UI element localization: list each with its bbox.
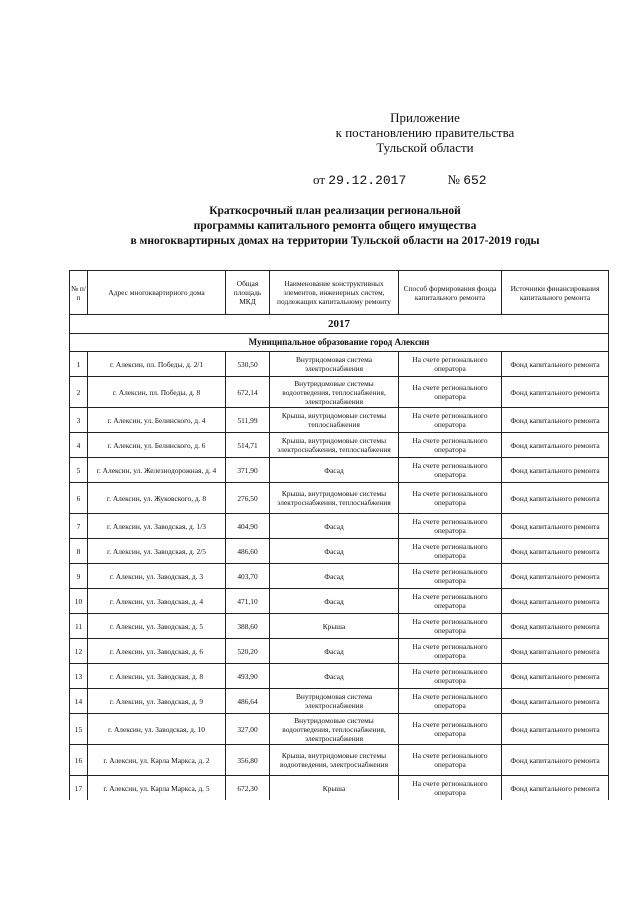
method-cell: На счете регионального оператора bbox=[399, 564, 502, 589]
method-cell: На счете регионального оператора bbox=[399, 433, 502, 458]
method-cell: На счете регионального оператора bbox=[399, 458, 502, 483]
source-cell: Фонд капитального ремонта bbox=[502, 664, 609, 689]
title-line-1: Краткосрочный план реализации региональной bbox=[209, 205, 461, 217]
method-cell: На счете регионального оператора bbox=[399, 514, 502, 539]
area-cell: 371,90 bbox=[226, 458, 270, 483]
source-cell: Фонд капитального ремонта bbox=[502, 564, 609, 589]
address-cell: г. Алексин, ул. Заводская, д. 2/5 bbox=[88, 539, 226, 564]
year-cell: 2017 bbox=[70, 315, 609, 334]
area-cell: 672,14 bbox=[226, 377, 270, 408]
works-cell: Фасад bbox=[270, 589, 399, 614]
source-cell: Фонд капитального ремонта bbox=[502, 714, 609, 745]
appendix-line-decree: к постановлению правительства bbox=[335, 125, 515, 140]
year-row bbox=[70, 315, 609, 334]
address-cell: г. Алексин, ул. Железнодорожная, д. 4 bbox=[88, 458, 226, 483]
works-cell: Крыша, внутридомовые системы водоотведения, электроснабжения bbox=[270, 745, 399, 776]
row-number-cell: 17 bbox=[70, 776, 88, 801]
table-header-row bbox=[70, 271, 609, 315]
area-cell: 672,30 bbox=[226, 776, 270, 801]
row-number-cell: 5 bbox=[70, 458, 88, 483]
address-cell: г. Алексин, ул. Заводская, д. 9 bbox=[88, 689, 226, 714]
address-cell: г. Алексин, пл. Победы, д. 8 bbox=[88, 377, 226, 408]
table-row bbox=[70, 433, 609, 458]
row-number-cell: 9 bbox=[70, 564, 88, 589]
table-row bbox=[70, 539, 609, 564]
row-number-cell: 7 bbox=[70, 514, 88, 539]
works-cell: Крыша, внутридомовые системы электроснабжения, теплоснабжения bbox=[270, 483, 399, 514]
source-cell: Фонд капитального ремонта bbox=[502, 614, 609, 639]
municipality-cell: Муниципальное образование город Алексин bbox=[70, 334, 609, 352]
table-row bbox=[70, 458, 609, 483]
method-cell: На счете регионального оператора bbox=[399, 664, 502, 689]
table-row bbox=[70, 483, 609, 514]
method-cell: На счете регионального оператора bbox=[399, 614, 502, 639]
address-cell: г. Алексин, ул. Заводская, д. 6 bbox=[88, 639, 226, 664]
decree-number-label: № bbox=[447, 172, 460, 187]
source-cell: Фонд капитального ремонта bbox=[502, 639, 609, 664]
table-row bbox=[70, 689, 609, 714]
header-number: № п/п bbox=[70, 271, 88, 315]
row-number-cell: 12 bbox=[70, 639, 88, 664]
area-cell: 530,50 bbox=[226, 352, 270, 377]
row-number-cell: 6 bbox=[70, 483, 88, 514]
source-cell: Фонд капитального ремонта bbox=[502, 408, 609, 433]
area-cell: 404,90 bbox=[226, 514, 270, 539]
works-cell: Внутридомовая система электроснабжения bbox=[270, 689, 399, 714]
works-cell: Крыша bbox=[270, 614, 399, 639]
decree-line bbox=[313, 172, 533, 188]
source-cell: Фонд капитального ремонта bbox=[502, 433, 609, 458]
source-cell: Фонд капитального ремонта bbox=[502, 483, 609, 514]
area-cell: 276,50 bbox=[226, 483, 270, 514]
area-cell: 403,70 bbox=[226, 564, 270, 589]
area-cell: 388,60 bbox=[226, 614, 270, 639]
works-cell: Фасад bbox=[270, 639, 399, 664]
table-row bbox=[70, 639, 609, 664]
row-number-cell: 1 bbox=[70, 352, 88, 377]
appendix-block bbox=[300, 110, 550, 155]
address-cell: г. Алексин, ул. Жуковского, д. 8 bbox=[88, 483, 226, 514]
works-cell: Фасад bbox=[270, 514, 399, 539]
repair-plan-table bbox=[69, 270, 609, 800]
address-cell: г. Алексин, ул. Заводская, д. 5 bbox=[88, 614, 226, 639]
source-cell: Фонд капитального ремонта bbox=[502, 377, 609, 408]
area-cell: 514,71 bbox=[226, 433, 270, 458]
source-cell: Фонд капитального ремонта bbox=[502, 745, 609, 776]
area-cell: 471,10 bbox=[226, 589, 270, 614]
table-row bbox=[70, 352, 609, 377]
source-cell: Фонд капитального ремонта bbox=[502, 589, 609, 614]
row-number-cell: 3 bbox=[70, 408, 88, 433]
works-cell: Фасад bbox=[270, 664, 399, 689]
table-row bbox=[70, 564, 609, 589]
method-cell: На счете регионального оператора bbox=[399, 689, 502, 714]
source-cell: Фонд капитального ремонта bbox=[502, 352, 609, 377]
method-cell: На счете регионального оператора bbox=[399, 745, 502, 776]
document-title bbox=[60, 204, 610, 249]
table-row bbox=[70, 714, 609, 745]
method-cell: На счете регионального оператора bbox=[399, 639, 502, 664]
area-cell: 356,80 bbox=[226, 745, 270, 776]
table-row bbox=[70, 408, 609, 433]
decree-from-label: от bbox=[313, 172, 326, 187]
table-row bbox=[70, 377, 609, 408]
row-number-cell: 14 bbox=[70, 689, 88, 714]
source-cell: Фонд капитального ремонта bbox=[502, 458, 609, 483]
appendix-title: Приложение bbox=[390, 110, 460, 125]
method-cell: На счете регионального оператора bbox=[399, 589, 502, 614]
method-cell: На счете регионального оператора bbox=[399, 714, 502, 745]
source-cell: Фонд капитального ремонта bbox=[502, 689, 609, 714]
title-line-2: программы капитального ремонта общего имущества bbox=[193, 220, 477, 232]
address-cell: г. Алексин, ул. Заводская, д. 3 bbox=[88, 564, 226, 589]
table-row bbox=[70, 776, 609, 801]
row-number-cell: 11 bbox=[70, 614, 88, 639]
source-cell: Фонд капитального ремонта bbox=[502, 539, 609, 564]
municipality-row bbox=[70, 334, 609, 352]
address-cell: г. Алексин, ул. Заводская, д. 10 bbox=[88, 714, 226, 745]
address-cell: г. Алексин, ул. Карла Маркса, д. 2 bbox=[88, 745, 226, 776]
address-cell: г. Алексин, пл. Победы, д. 2/1 bbox=[88, 352, 226, 377]
area-cell: 327,00 bbox=[226, 714, 270, 745]
header-source: Источники финансирования капитального ремонта bbox=[502, 271, 609, 315]
source-cell: Фонд капитального ремонта bbox=[502, 514, 609, 539]
works-cell: Крыша, внутридомовые системы теплоснабжения bbox=[270, 408, 399, 433]
area-cell: 511,99 bbox=[226, 408, 270, 433]
address-cell: г. Алексин, ул. Карла Маркса, д. 5 bbox=[88, 776, 226, 801]
table-row bbox=[70, 514, 609, 539]
table-row bbox=[70, 614, 609, 639]
area-cell: 520,20 bbox=[226, 639, 270, 664]
area-cell: 493,90 bbox=[226, 664, 270, 689]
method-cell: На счете регионального оператора bbox=[399, 539, 502, 564]
decree-date: 29.12.2017 bbox=[328, 173, 407, 188]
method-cell: На счете регионального оператора bbox=[399, 408, 502, 433]
header-address: Адрес многоквартирного дома bbox=[88, 271, 226, 315]
method-cell: На счете регионального оператора bbox=[399, 377, 502, 408]
decree-number: 652 bbox=[463, 173, 487, 188]
table-row bbox=[70, 745, 609, 776]
header-works: Наименование конструктивных элементов, инженерных систем, подлежащих капитальному ремонту bbox=[270, 271, 399, 315]
address-cell: г. Алексин, ул. Заводская, д. 8 bbox=[88, 664, 226, 689]
method-cell: На счете регионального оператора bbox=[399, 776, 502, 801]
row-number-cell: 8 bbox=[70, 539, 88, 564]
area-cell: 486,60 bbox=[226, 539, 270, 564]
header-method: Способ формирования фонда капитального ремонта bbox=[399, 271, 502, 315]
works-cell: Внутридомовые системы водоотведения, теплоснабжения, электроснабжения bbox=[270, 377, 399, 408]
address-cell: г. Алексин, ул. Белинского, д. 4 bbox=[88, 408, 226, 433]
header-area: Общая площадь МКД bbox=[226, 271, 270, 315]
row-number-cell: 13 bbox=[70, 664, 88, 689]
method-cell: На счете регионального оператора bbox=[399, 483, 502, 514]
address-cell: г. Алексин, ул. Заводская, д. 4 bbox=[88, 589, 226, 614]
method-cell: На счете регионального оператора bbox=[399, 352, 502, 377]
address-cell: г. Алексин, ул. Белинского, д. 6 bbox=[88, 433, 226, 458]
works-cell: Крыша bbox=[270, 776, 399, 801]
area-cell: 486,64 bbox=[226, 689, 270, 714]
table-row bbox=[70, 589, 609, 614]
row-number-cell: 16 bbox=[70, 745, 88, 776]
works-cell: Фасад bbox=[270, 564, 399, 589]
row-number-cell: 4 bbox=[70, 433, 88, 458]
source-cell: Фонд капитального ремонта bbox=[502, 776, 609, 801]
appendix-line-region: Тульской области bbox=[376, 140, 474, 155]
works-cell: Внутридомовая система электроснабжения bbox=[270, 352, 399, 377]
table-row bbox=[70, 664, 609, 689]
works-cell: Внутридомовые системы водоотведения, теплоснабжения, электроснабжения bbox=[270, 714, 399, 745]
row-number-cell: 2 bbox=[70, 377, 88, 408]
works-cell: Фасад bbox=[270, 458, 399, 483]
works-cell: Фасад bbox=[270, 539, 399, 564]
address-cell: г. Алексин, ул. Заводская, д. 1/3 bbox=[88, 514, 226, 539]
row-number-cell: 10 bbox=[70, 589, 88, 614]
title-line-3: в многоквартирных домах на территории Тульской области на 2017-2019 годы bbox=[130, 235, 540, 247]
works-cell: Крыша, внутридомовые системы электроснабжения, теплоснабжения bbox=[270, 433, 399, 458]
row-number-cell: 15 bbox=[70, 714, 88, 745]
